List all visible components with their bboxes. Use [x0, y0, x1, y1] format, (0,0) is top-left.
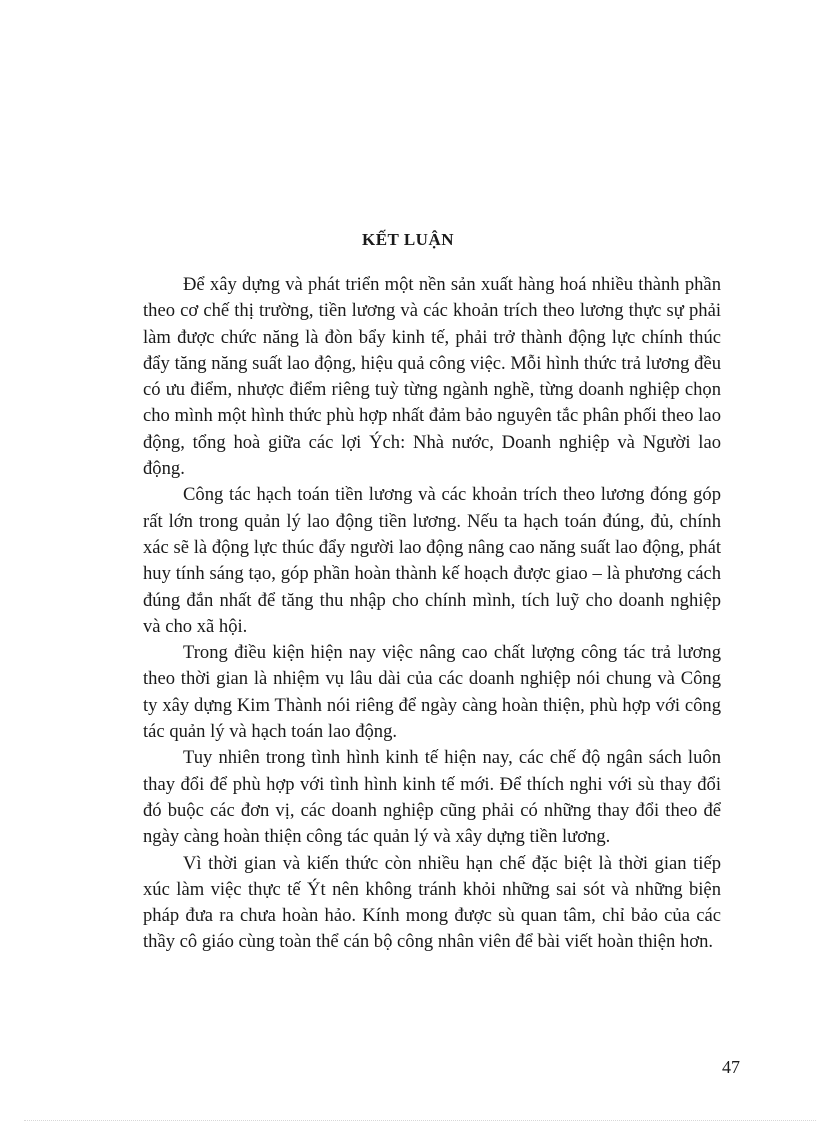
- footer-divider: [24, 1120, 816, 1121]
- paragraph-4: Tuy nhiên trong tình hình kinh tế hiện nay, các chế độ ngân sách luôn thay đổi để phù hợp với tình hình kinh tế mới. Để thích nghi với sù thay đổi đó buộc các đơn vị, các doanh nghiệp cũng phải có những thay đổi theo để ngày càng hoàn thiện công tác quản lý và xây dựng tiền lương.: [143, 747, 721, 848]
- paragraph-2: Công tác hạch toán tiền lương và các khoản trích theo lương đóng góp rất lớn trong quản lý lao động tiền lương. Nếu ta hạch toán đúng, đủ, chính xác sẽ là động lực thúc đẩy người lao động nâng cao năng suất lao động, phát huy tính sáng tạo, góp phần hoàn thành kế hoạch được giao – là phương cách đúng đắn nhất để tăng thu nhập cho chính mình, tích luỹ cho doanh nghiệp và cho xã hội.: [143, 484, 721, 637]
- page-number: 47: [722, 1057, 740, 1077]
- paragraph-1: Để xây dựng và phát triển một nền sản xuất hàng hoá nhiều thành phần theo cơ chế thị trường, tiền lương và các khoản trích theo lương thực sự phải làm được chức năng là đòn bẩy kinh tế, phải trở thành động lực chính thúc đẩy tăng năng suất lao động, hiệu quả công việc. Mỗi hình thức trả lương đều có ưu điểm, nhược điểm riêng tuỳ từng ngành nghề, từng doanh nghiệp chọn cho mình một hình thức phù hợp nhất đảm bảo nguyên tắc phân phối theo lao động, tổng hoà giữa các lợi Ých: Nhà nước, Doanh nghiệp và Người lao động.: [143, 274, 721, 480]
- page-title: KẾT LUẬN: [361, 230, 454, 249]
- paragraph-3: Trong điều kiện hiện nay việc nâng cao chất lượng công tác trả lương theo thời gian là nhiệm vụ lâu dài của các doanh nghiệp nói chung và Công ty xây dựng Kim Thành nói riêng để ngày càng hoàn thiện, phù hợp với công tác quản lý và hạch toán lao động.: [143, 642, 721, 743]
- body-text: [143, 272, 721, 956]
- paragraph-5: Vì thời gian và kiến thức còn nhiều hạn chế đặc biệt là thời gian tiếp xúc làm việc thực tế Ýt nên không tránh khỏi những sai sót và những biện pháp đưa ra chưa hoàn hảo. Kính mong được sù quan tâm, chỉ bảo của các thầy cô giáo cùng toàn thể cán bộ công nhân viên để bài viết hoàn thiện hơn.: [143, 852, 721, 953]
